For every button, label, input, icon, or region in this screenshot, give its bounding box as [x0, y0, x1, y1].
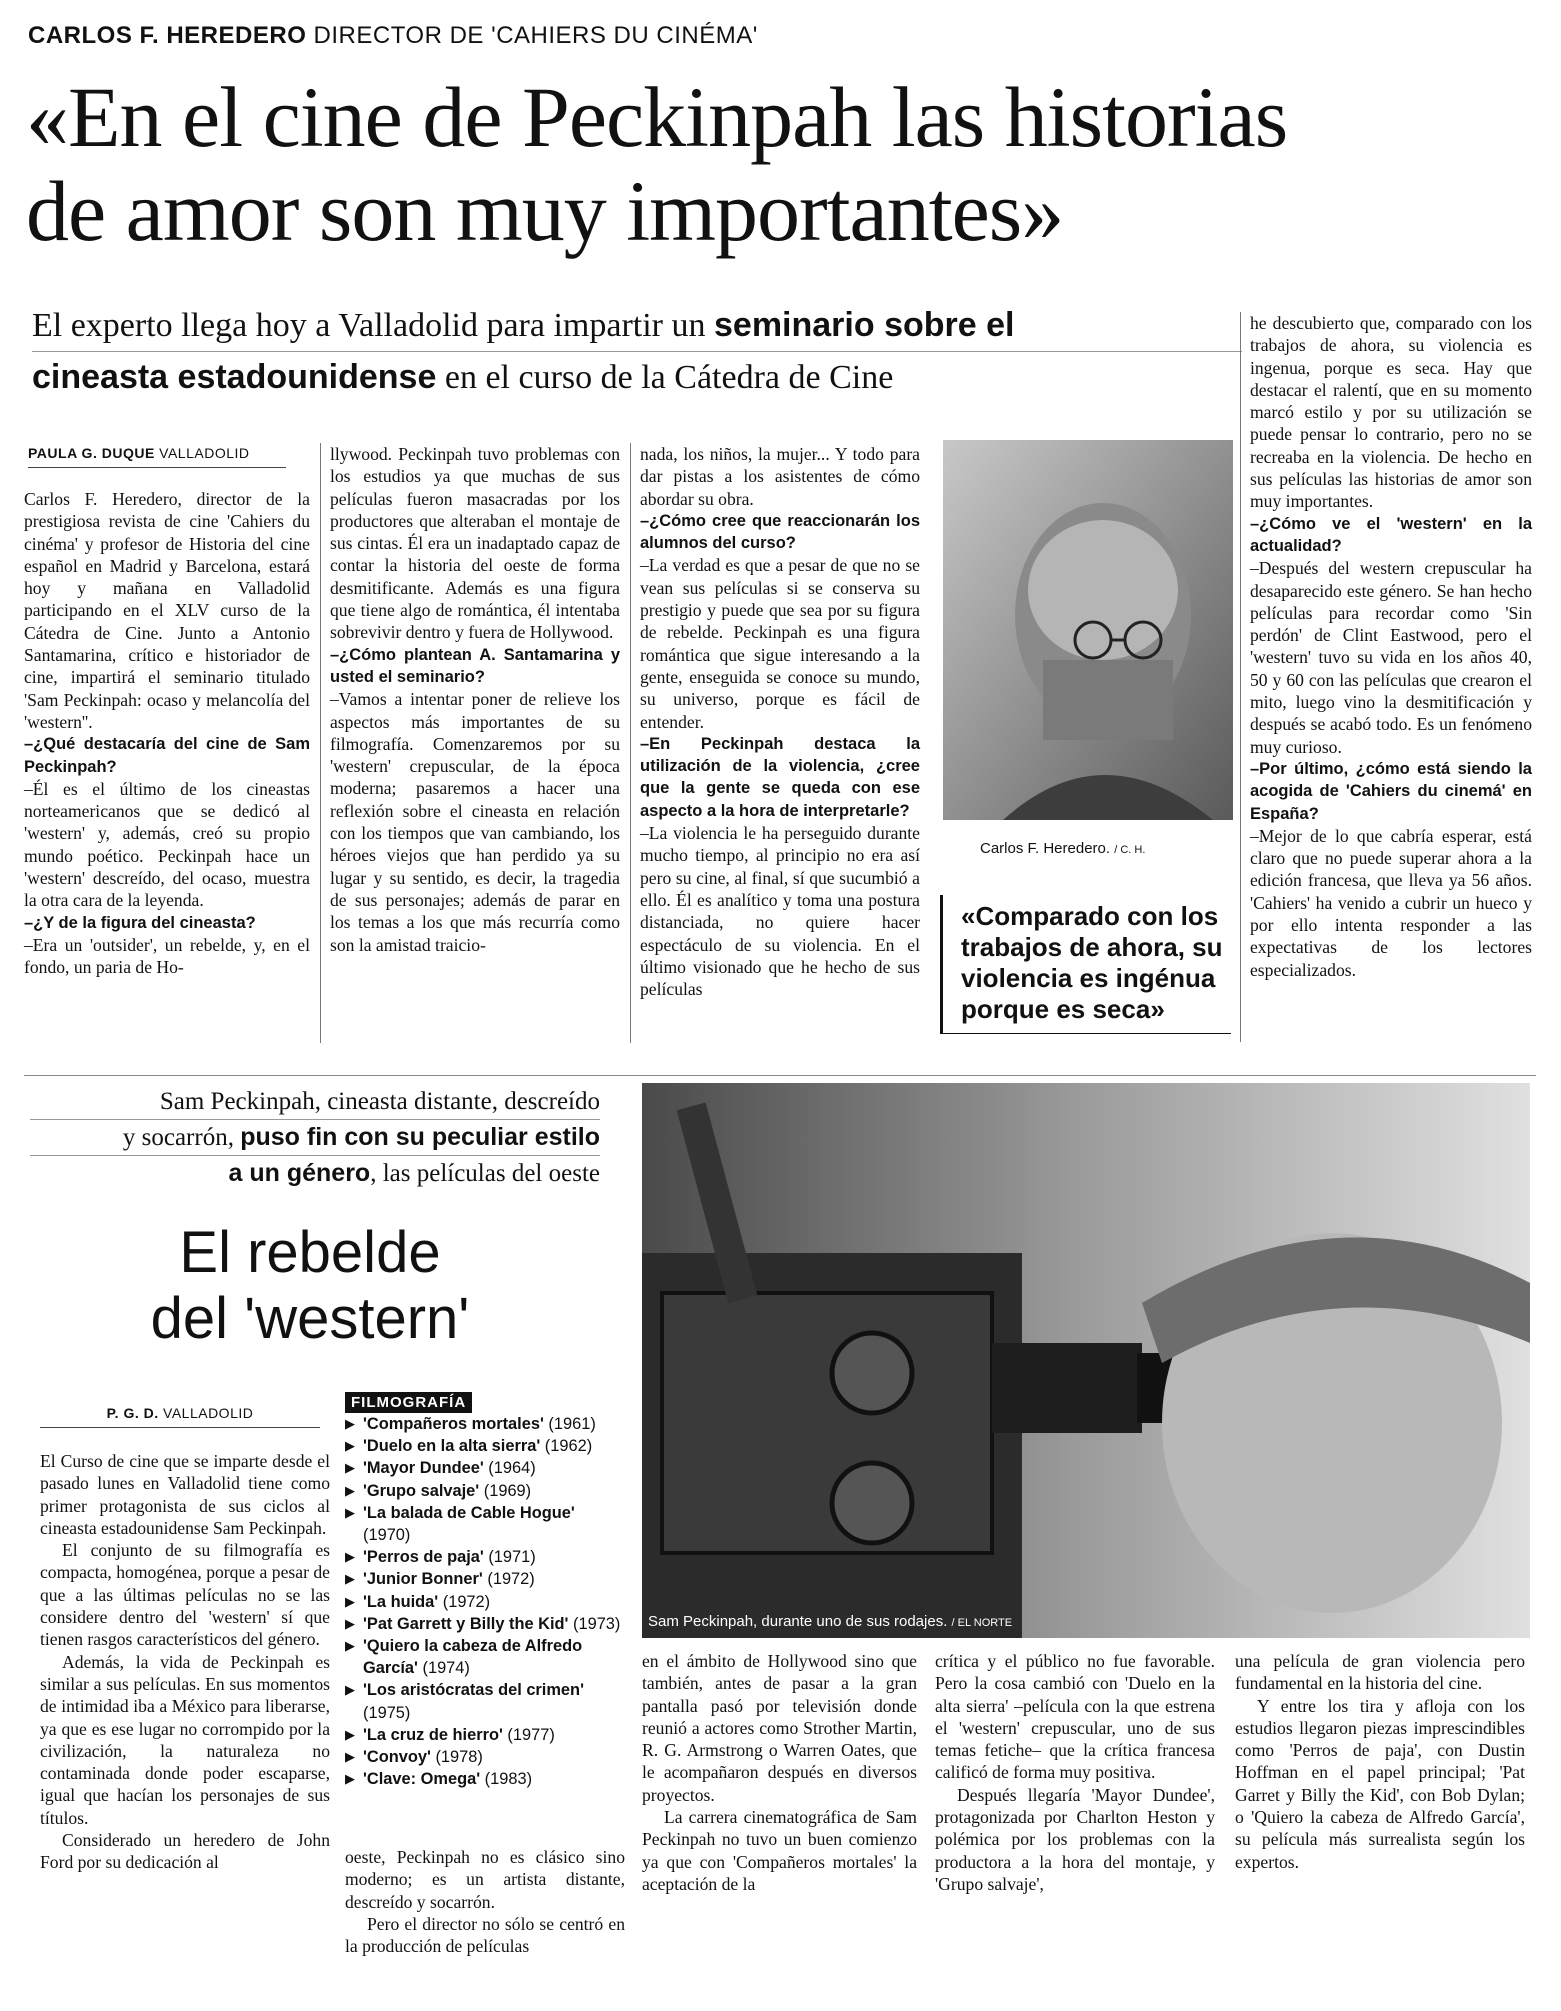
film-year: (1969): [479, 1481, 532, 1500]
byline-place: VALLADOLID: [159, 445, 250, 461]
byline-author: P. G. D.: [106, 1405, 159, 1421]
dek-bold-1: seminario sobre el: [714, 306, 1015, 344]
article-column-4: [1250, 312, 1532, 981]
side-column-2: [345, 1846, 625, 1957]
paragraph: Después llegaría 'Mayor Dundee', protagonizada por Charlton Heston y polémica por los problemas con la productora a la hora del montaje, y 'Grupo salvaje',: [935, 1784, 1215, 1894]
side-dek-text: y socarrón,: [122, 1124, 241, 1151]
film-year: (1974): [417, 1659, 470, 1678]
photo-caption: [648, 1613, 1012, 1630]
interview-question: –¿Y de la figura del cineasta?: [24, 913, 256, 932]
caption-credit: / C. H.: [1114, 844, 1146, 856]
filmography-item: [345, 1502, 625, 1546]
interview-question: –¿Cómo cree que reaccionarán los alumnos del curso?: [640, 511, 920, 553]
paragraph: –Él es el último de los cineastas norteamericanos que se dedicó al 'western' y, además, creó su propio mundo poético. Peckinpah hace un 'western' descreído, del ocaso, muestra la otra cara de la leyenda.: [24, 778, 310, 911]
film-title: 'Los aristócratas del crimen': [363, 1681, 584, 1700]
side-column-3: [642, 1650, 917, 1895]
paragraph: –Después del western crepuscular ha desaparecido este género. Se han hecho películas para recordar como 'Sin perdón' de Clint Eastwood, pero el 'western' tuvo su vida en los años 40, 50 y 60 con las películas que crearon el mito, luego vino la desmitificación y después se acabó todo. Es un fenómeno muy curioso.: [1250, 558, 1532, 757]
filmography-item: [345, 1435, 625, 1457]
film-year: (1964): [483, 1459, 536, 1478]
byline: [40, 1405, 320, 1428]
film-title: 'La huida': [363, 1592, 439, 1611]
side-column-1: [40, 1450, 330, 1874]
film-year: (1978): [430, 1748, 483, 1767]
filmography-list: [345, 1413, 625, 1790]
paragraph: –Mejor de lo que cabría esperar, está claro que no puede superar ahora a la edición francesa, que lleva ya 56 años. 'Cahiers' ha venido a cubrir un hueco y por ello intenta responder a las expectativas de los lectores especializados.: [1250, 825, 1532, 980]
section-divider: [24, 1075, 1536, 1076]
paragraph: Carlos F. Heredero, director de la prestigiosa revista de cine 'Cahiers du cinéma' y profesor de Historia del cine español en Madrid y Barcelona, estará hoy y mañana en Valladolid participando en el XLV curso de la Cátedra de Cine. Junto a Antonio Santamarina, crítico e historiador de cine, impartirá el seminario titulado 'Sam Peckinpah: ocaso y melancolía del 'western''.: [24, 489, 310, 732]
paragraph: oeste, Peckinpah no es clásico sino moderno; es un artista distante, descreído y socarrón.: [345, 1847, 625, 1912]
paragraph: La carrera cinematográfica de Sam Peckinpah no tuvo un buen comienzo ya que con 'Compañeros mortales' la aceptación de la: [642, 1807, 917, 1894]
filmography-item: [345, 1768, 625, 1790]
film-title: 'Junior Bonner': [363, 1570, 483, 1589]
paragraph: llywood. Peckinpah tuvo problemas con los estudios ya que muchas de sus películas fueron masacradas por los productores que alteraban el montaje de sus cintas. Él era un inadaptado capaz de contar la historia del oeste de forma desmitificante. Además es una figura que tiene algo de romántica, él intentaba sobrevivir dentro y fuera de Hollywood.: [330, 444, 620, 643]
dek-text-2: en el curso de la Cátedra de Cine: [436, 359, 894, 396]
side-dek-bold: a un género: [228, 1159, 371, 1187]
photo-caption: [980, 840, 1145, 857]
article-column-3: [640, 443, 920, 1000]
side-title-line-2: del 'western': [150, 1286, 470, 1351]
film-title: 'Mayor Dundee': [363, 1459, 484, 1478]
filmography-item: [345, 1679, 625, 1723]
portrait-illustration: [943, 440, 1233, 820]
paragraph: –Era un 'outsider', un rebelde, y, en el fondo, un paria de Ho-: [24, 934, 310, 978]
film-year: (1970): [363, 1526, 411, 1545]
paragraph: Y entre los tira y afloja con los estudios llegaron piezas imprescindibles como 'Perros de paja', con Dustin Hoffman en el papel principal; 'Pat Garret y Billy the Kid', con Bob Dylan; o 'Quiero la cabeza de Alfredo García', su película más surrealista según los expertos.: [1235, 1695, 1525, 1872]
film-year: (1962): [540, 1437, 593, 1456]
paragraph: –La verdad es que a pesar de que no se vean sus películas si se conserva su prestigio y puede que sea por su figura de rebelde. Peckinpah es una figura romántica que sigue interesando a la gente, enseguida se conoce su mundo, su universo, porque es fácil de entender.: [640, 555, 920, 732]
side-dek-text: , las películas del oeste: [370, 1160, 600, 1187]
film-title: 'Grupo salvaje': [363, 1481, 480, 1500]
paragraph: –La violencia le ha perseguido durante mucho tiempo, al principio no era así pero su cine, al final, sí que sucumbió a ello. Él es analítico y toma una postura distanciada, no quiere hacer espectáculo de su violencia. En el último visionado que he hecho de sus películas: [640, 823, 920, 1000]
interview-question: –¿Qué destacaría del cine de Sam Peckinpah?: [24, 735, 310, 776]
kicker-name: CARLOS F. HEREDERO: [28, 22, 307, 49]
headline: [26, 70, 1536, 258]
headline-line-2: de amor son muy importantes»: [26, 163, 1064, 259]
column-rule: [320, 443, 321, 1043]
column-rule: [1240, 312, 1241, 1042]
filmography-box: [345, 1392, 625, 1790]
film-year: (1977): [502, 1725, 555, 1744]
dek-bold-2: cineasta estadounidense: [32, 358, 437, 396]
side-column-5: [1235, 1650, 1525, 1873]
interview-question: –¿Cómo ve el 'western' en la actualidad?: [1250, 514, 1532, 555]
filmography-item: [345, 1635, 625, 1679]
film-title: 'Duelo en la alta sierra': [363, 1437, 541, 1456]
filmography-label: FILMOGRAFÍA: [345, 1392, 472, 1413]
film-year: (1983): [480, 1770, 533, 1789]
interview-question: –¿Cómo plantean A. Santamarina y usted el seminario?: [330, 645, 620, 686]
film-title: 'La balada de Cable Hogue': [363, 1503, 575, 1522]
filmography-item: [345, 1457, 625, 1479]
paragraph: Además, la vida de Peckinpah es similar a sus películas. En sus momentos de intimidad iba a México para liberarse, ya que es ese lugar no corrompido por la civilización, la naturaleza no contaminada donde poder escaparse, igual que hacían los personajes de sus títulos.: [40, 1651, 330, 1828]
byline-place: VALLADOLID: [163, 1405, 254, 1421]
headline-line-1: «En el cine de Peckinpah las historias: [26, 69, 1288, 165]
side-title-line-1: El rebelde: [179, 1220, 441, 1285]
kicker-role: DIRECTOR DE 'CAHIERS DU CINÉMA': [313, 22, 758, 49]
filmography-item: [345, 1546, 625, 1568]
side-title: [30, 1220, 590, 1352]
dek-text-1: El experto llega hoy a Valladolid para impartir un: [32, 307, 714, 344]
filmography-item: [345, 1568, 625, 1590]
paragraph: he descubierto que, comparado con los trabajos de ahora, su violencia es ingenua, porque es seca. Hay que destacar el ralentí, que en su momento marcó estilo y por su utilización se puede pensar lo contrario, pero no se recreaba en la violencia. De hecho en sus películas las historias de amor son muy importantes.: [1250, 313, 1532, 512]
film-title: 'Quiero la cabeza de Alfredo García': [363, 1637, 583, 1678]
paragraph: una película de gran violencia pero fundamental en la historia del cine.: [1235, 1651, 1525, 1694]
film-title: 'Convoy': [363, 1748, 431, 1767]
film-title: 'Clave: Omega': [363, 1770, 481, 1789]
film-title: 'Compañeros mortales': [363, 1415, 544, 1433]
paragraph: Considerado un heredero de John Ford por su dedicación al: [40, 1830, 330, 1873]
film-year: (1961): [543, 1415, 596, 1433]
film-year: (1971): [483, 1548, 536, 1567]
filmography-item: [345, 1413, 625, 1435]
column-rule: [630, 443, 631, 1043]
interview-question: –En Peckinpah destaca la utilización de la violencia, ¿cree que la gente se queda con ese aspecto a la hora de interpretarle?: [640, 734, 920, 820]
film-title: 'Pat Garrett y Billy the Kid': [363, 1614, 569, 1633]
article-column-1: [24, 488, 310, 979]
pull-quote-text: «Comparado con los trabajos de ahora, su violencia es ingénua porque es seca»: [961, 901, 1223, 1024]
film-year: (1975): [363, 1703, 411, 1722]
interview-question: –Por último, ¿cómo está siendo la acogida de 'Cahiers du cinemá' en España?: [1250, 759, 1532, 823]
kicker: [28, 22, 758, 50]
filmography-item: [345, 1724, 625, 1746]
pull-quote: [940, 895, 1231, 1034]
caption-credit: / EL NORTE: [951, 1617, 1013, 1629]
filmography-item: [345, 1746, 625, 1768]
paragraph: Pero el director no sólo se centró en la producción de películas: [345, 1913, 625, 1957]
photo-sam-peckinpah: [642, 1083, 1530, 1638]
paragraph: en el ámbito de Hollywood sino que también, antes de pasar a la gran pantalla pasó por televisión donde reunió a actores como Strother Martin, R. G. Armstrong o Warren Oates, que le acompañaron después en diversos proyectos.: [642, 1651, 917, 1805]
film-title: 'Perros de paja': [363, 1548, 484, 1567]
paragraph: nada, los niños, la mujer... Y todo para dar pistas a los asistentes de cómo abordar su obra.: [640, 444, 920, 509]
caption-text: Sam Peckinpah, durante uno de sus rodajes.: [648, 1613, 948, 1630]
byline: [28, 445, 286, 468]
film-year: (1972): [438, 1592, 491, 1611]
side-dek-bold: puso fin con su peculiar estilo: [240, 1123, 600, 1151]
rodaje-illustration: [642, 1083, 1530, 1638]
photo-carlos-heredero: [943, 440, 1233, 820]
filmography-item: [345, 1480, 625, 1502]
article-column-2: [330, 443, 620, 956]
filmography-item: [345, 1613, 625, 1635]
paragraph: El conjunto de su filmografía es compacta, homogénea, porque a pesar de que a las últimas películas no se las considere dentro del 'western' sí que tienen rasgos característicos del género.: [40, 1540, 330, 1650]
byline-author: PAULA G. DUQUE: [28, 445, 155, 461]
filmography-item: [345, 1591, 625, 1613]
film-title: 'La cruz de hierro': [363, 1725, 503, 1744]
film-year: (1973): [568, 1614, 621, 1633]
film-year: (1972): [482, 1570, 535, 1589]
caption-text: Carlos F. Heredero.: [980, 840, 1111, 857]
side-dek-line-1: Sam Peckinpah, cineasta distante, descreído: [159, 1088, 600, 1115]
paragraph: El Curso de cine que se imparte desde el pasado lunes en Valladolid tiene como primer protagonista de sus ciclos al cineasta estadounidense Sam Peckinpah.: [40, 1451, 330, 1538]
paragraph: crítica y el público no fue favorable. Pero la cosa cambió con 'Duelo en la alta sierra' –película con la que estrena el 'western' crepuscular, uno de sus temas fetiche– que la crítica francesa calificó de forma muy positiva.: [935, 1651, 1215, 1783]
paragraph: –Vamos a intentar poner de relieve los aspectos más importantes de su filmografía. Comenzaremos por su 'western' crepuscular, de la época moderna; pasaremos a hacer una reflexión sobre el cineasta en relación con los tiempos que van cambiando, los héroes viejos que han perdido ya su lugar y su sentido, es decir, la tragedia de sus personajes; además de parar en los temas a los que más recurría como son la amistad traicio-: [330, 689, 620, 955]
side-subheadline: [30, 1085, 600, 1191]
subheadline: [32, 300, 1242, 403]
side-column-4: [935, 1650, 1215, 1895]
